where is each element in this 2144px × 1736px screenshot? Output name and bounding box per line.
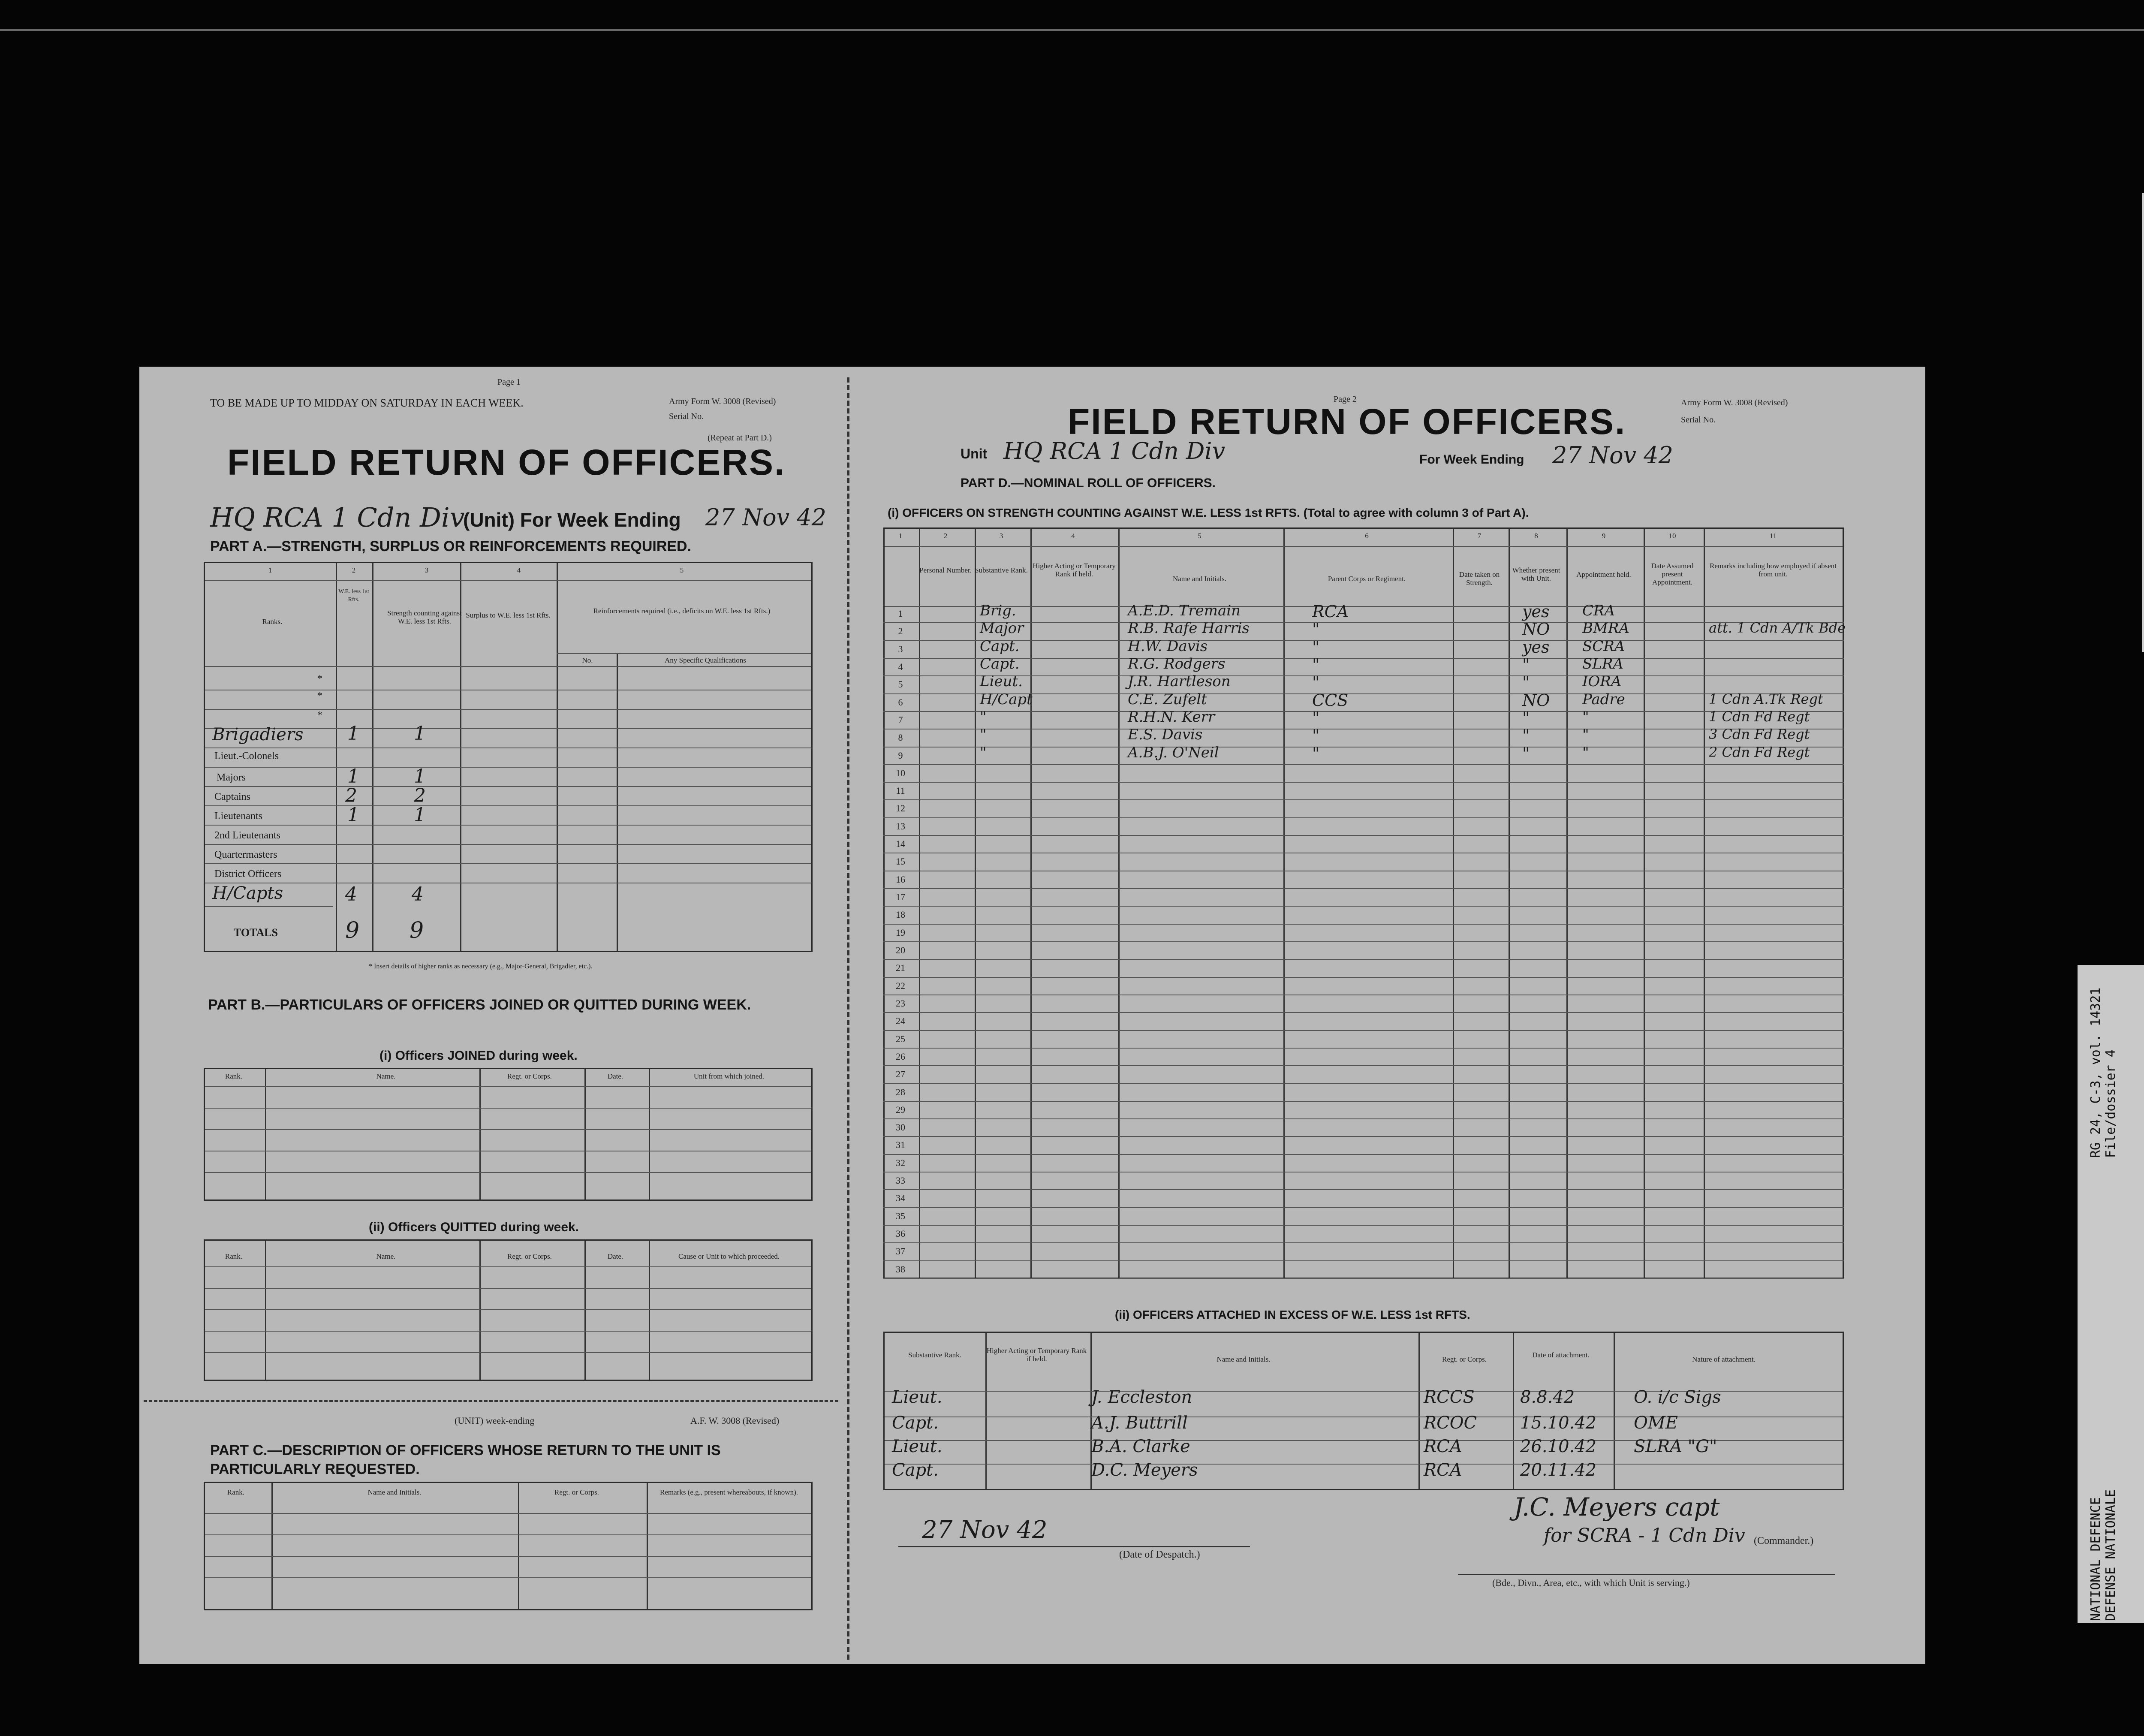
total-strength: 9 bbox=[410, 918, 424, 943]
roll-row-line bbox=[883, 835, 1844, 836]
roll-col-num-3: 3 bbox=[999, 532, 1003, 540]
part-a-subheader-no: No. bbox=[582, 656, 593, 664]
officer-corps: CCS bbox=[1312, 691, 1349, 710]
officer-corps: RCA bbox=[1312, 602, 1349, 621]
roll-row-number: 1 bbox=[898, 608, 903, 619]
roll-row-line bbox=[883, 764, 1844, 765]
attached-rank: Capt. bbox=[892, 1413, 939, 1433]
signature-line2: for SCRA - 1 Cdn Div bbox=[1544, 1525, 1745, 1546]
officer-appt: Padre bbox=[1582, 691, 1625, 708]
we-h-capts: 4 bbox=[345, 883, 357, 905]
roll-row-number: 29 bbox=[896, 1104, 905, 1115]
part-a-col-3: 3 bbox=[425, 566, 429, 574]
officer-appt: IORA bbox=[1582, 673, 1622, 690]
joined-col-corps: Regt. or Corps. bbox=[507, 1072, 552, 1080]
part-c-table bbox=[204, 1482, 813, 1610]
roll-col-num-8: 8 bbox=[1534, 532, 1538, 540]
roll-col-num-7: 7 bbox=[1477, 532, 1482, 540]
part-c-col-remarks: Remarks (e.g., present whereabouts, if known). bbox=[660, 1488, 798, 1496]
officer-rank: Major bbox=[980, 620, 1024, 637]
part-a-header-strength: Strength counting against W.E. less 1st Rfts. bbox=[387, 609, 462, 625]
roll-header-name: Name and Initials. bbox=[1172, 575, 1227, 583]
officer-present: yes bbox=[1522, 602, 1550, 621]
attached-rank: Lieut. bbox=[892, 1437, 943, 1456]
attached-corps: RCA bbox=[1424, 1460, 1462, 1480]
quitted-col-date: Date. bbox=[607, 1252, 623, 1260]
roll-row-line bbox=[883, 1118, 1844, 1119]
attached-date: 15.10.42 bbox=[1520, 1413, 1597, 1433]
part-b-heading: PART B.—PARTICULARS OF OFFICERS JOINED OR QUITTED DURING WEEK. bbox=[208, 997, 751, 1013]
roll-col-num-10: 10 bbox=[1668, 532, 1676, 540]
roll-row-line bbox=[883, 658, 1844, 659]
roll-col-num-6: 6 bbox=[1365, 532, 1369, 540]
we-captains: 2 bbox=[345, 785, 357, 807]
roll-row-number: 19 bbox=[896, 927, 905, 938]
roll-row-number: 2 bbox=[898, 626, 903, 636]
roll-row-line bbox=[883, 817, 1844, 818]
officer-appt: SCRA bbox=[1582, 638, 1625, 655]
roll-row-number: 5 bbox=[898, 679, 903, 690]
str-h-capts: 4 bbox=[412, 883, 424, 905]
attached-name: J. Eccleston bbox=[1091, 1387, 1192, 1407]
roll-row-line bbox=[883, 782, 1844, 783]
part-c-col-corps: Regt. or Corps. bbox=[554, 1488, 599, 1496]
roll-row-number: 10 bbox=[896, 768, 905, 778]
attached-nature: SLRA "G" bbox=[1634, 1437, 1717, 1456]
roll-header-higher-rank: Higher Acting or Temporary Rank if held. bbox=[1033, 562, 1116, 578]
we-majors: 1 bbox=[347, 766, 359, 787]
page1-unit-handwritten: HQ RCA 1 Cdn Div bbox=[210, 502, 465, 533]
officer-name: R.B. Rafe Harris bbox=[1128, 620, 1250, 637]
roll-col-num-2: 2 bbox=[943, 532, 948, 540]
roll-row-line bbox=[883, 711, 1844, 712]
attached-name: A.J. Buttrill bbox=[1091, 1413, 1188, 1433]
officer-corps: " bbox=[1312, 638, 1320, 657]
officer-remarks: 2 Cdn Fd Regt bbox=[1709, 744, 1810, 760]
roll-row-number: 15 bbox=[896, 856, 905, 867]
part-c-heading: PART C.—DESCRIPTION OF OFFICERS WHOSE RETURN TO THE UNIT IS PARTICULARLY REQUESTED. bbox=[210, 1442, 721, 1477]
page2-serial-no: Serial No. bbox=[1681, 415, 1716, 425]
officer-rank: " bbox=[980, 708, 987, 726]
we-brigadiers: 1 bbox=[347, 723, 359, 744]
roll-row-line bbox=[883, 799, 1844, 800]
rank-lieut-colonels: Lieut.-Colonels bbox=[214, 750, 279, 762]
part-a-header-we: W.E. less 1st Rfts. bbox=[338, 588, 369, 603]
part-a-col-1: 1 bbox=[268, 566, 272, 574]
officer-appt: " bbox=[1582, 726, 1589, 743]
page1-instruction: TO BE MADE UP TO MIDDAY ON SATURDAY IN EACH WEEK. bbox=[210, 397, 524, 409]
attached-col-corps: Regt. or Corps. bbox=[1442, 1355, 1487, 1363]
roll-row-line bbox=[883, 1083, 1844, 1084]
film-edge-line bbox=[0, 29, 2144, 31]
attached-col-name: Name and Initials. bbox=[1217, 1355, 1271, 1363]
officer-present: " bbox=[1522, 673, 1530, 692]
section-ii-heading: (ii) OFFICERS ATTACHED IN EXCESS OF W.E. LESS 1st RFTS. bbox=[1115, 1308, 1470, 1321]
page1-serial-no: Serial No. bbox=[669, 412, 704, 421]
roll-row-line bbox=[883, 1260, 1844, 1261]
joined-table bbox=[204, 1068, 813, 1201]
roll-row-line bbox=[883, 1278, 1844, 1279]
roll-row-line bbox=[883, 622, 1844, 623]
roll-row-number: 30 bbox=[896, 1122, 905, 1133]
officer-name: A.E.D. Tremain bbox=[1128, 602, 1241, 619]
attached-rank: Lieut. bbox=[892, 1387, 943, 1407]
attached-col-nature: Nature of attachment. bbox=[1692, 1355, 1756, 1363]
officer-present: NO bbox=[1522, 691, 1550, 710]
roll-row-line bbox=[883, 977, 1844, 978]
roll-row-line bbox=[883, 959, 1844, 960]
officer-corps: " bbox=[1312, 708, 1320, 727]
quitted-col-name: Name. bbox=[376, 1252, 396, 1260]
officer-name: C.E. Zufelt bbox=[1128, 691, 1207, 708]
total-we: 9 bbox=[345, 918, 360, 943]
officer-present: " bbox=[1522, 655, 1530, 674]
commander-label: (Commander.) bbox=[1754, 1535, 1814, 1546]
officer-appt: " bbox=[1582, 708, 1589, 726]
roll-row-number: 26 bbox=[896, 1051, 905, 1062]
roll-row-number: 23 bbox=[896, 998, 905, 1009]
roll-row-number: 35 bbox=[896, 1211, 905, 1221]
roll-row-line bbox=[883, 924, 1844, 925]
totals-label: TOTALS bbox=[234, 926, 278, 939]
roll-col-num-5: 5 bbox=[1198, 532, 1201, 540]
attached-name: B.A. Clarke bbox=[1091, 1437, 1190, 1456]
formation-label: (Bde., Divn., Area, etc., with which Unit is serving.) bbox=[1492, 1577, 1690, 1588]
we-lieutenants: 1 bbox=[347, 804, 359, 826]
roll-col-num-1: 1 bbox=[898, 532, 903, 540]
part-c-col-name: Name and Initials. bbox=[367, 1488, 422, 1496]
rank-star-3: * bbox=[317, 710, 322, 721]
rank-h-capts: H/Capts bbox=[212, 883, 283, 903]
joined-col-name: Name. bbox=[376, 1072, 396, 1080]
roll-row-number: 31 bbox=[896, 1139, 905, 1150]
officer-name: E.S. Davis bbox=[1128, 726, 1203, 743]
attached-date: 20.11.42 bbox=[1520, 1460, 1597, 1480]
roll-row-number: 18 bbox=[896, 909, 905, 920]
page2-label: Page 2 bbox=[1334, 395, 1357, 404]
roll-row-number: 25 bbox=[896, 1034, 905, 1044]
roll-row-number: 13 bbox=[896, 821, 905, 832]
quitted-table bbox=[204, 1239, 813, 1381]
rank-majors: Majors bbox=[217, 772, 246, 783]
part-d-section-i: (i) OFFICERS ON STRENGTH COUNTING AGAINST W.E. LESS 1st RFTS. (Total to agree with column 3 of Part A). bbox=[888, 506, 1529, 519]
roll-row-line bbox=[883, 1048, 1844, 1049]
rank-2nd-lieutenants: 2nd Lieutenants bbox=[214, 830, 280, 841]
part-a-subheader-qualifications: Any Specific Qualifications bbox=[665, 656, 746, 664]
part-a-col-2: 2 bbox=[352, 566, 356, 574]
roll-row-number: 17 bbox=[896, 892, 905, 902]
roll-header-personal: Personal Number. bbox=[919, 566, 972, 574]
roll-row-number: 12 bbox=[896, 803, 905, 814]
page2-week-label: For Week Ending bbox=[1419, 452, 1524, 467]
officer-remarks: 1 Cdn Fd Regt bbox=[1709, 708, 1810, 725]
page1-title: FIELD RETURN OF OFFICERS. bbox=[227, 442, 786, 482]
despatch-line bbox=[898, 1546, 1250, 1547]
officer-name: A.B.J. O'Neil bbox=[1128, 744, 1219, 761]
roll-row-line bbox=[883, 675, 1844, 676]
archive-file: File/dossier 4 bbox=[2103, 1049, 2118, 1158]
roll-col-num-9: 9 bbox=[1602, 532, 1606, 540]
roll-row-line bbox=[883, 1242, 1844, 1243]
rank-brigadiers: Brigadiers bbox=[212, 725, 304, 744]
officer-rank: Capt. bbox=[980, 655, 1020, 672]
quitted-col-corps: Regt. or Corps. bbox=[507, 1252, 552, 1260]
roll-row-line bbox=[883, 1030, 1844, 1031]
joined-col-rank: Rank. bbox=[225, 1072, 243, 1080]
officer-rank: Lieut. bbox=[980, 673, 1023, 690]
part-a-col-4: 4 bbox=[517, 566, 521, 574]
part-a-heading: PART A.—STRENGTH, SURPLUS OR REINFORCEMENTS REQUIRED. bbox=[210, 538, 692, 555]
page2-week-handwritten: 27 Nov 42 bbox=[1552, 442, 1674, 469]
attached-corps: RCCS bbox=[1424, 1387, 1475, 1407]
officer-present: NO bbox=[1522, 620, 1550, 639]
officer-corps: " bbox=[1312, 726, 1320, 745]
roll-header-date-taken: Date taken on Strength. bbox=[1459, 570, 1500, 587]
roll-row-number: 27 bbox=[896, 1069, 905, 1079]
rank-star-2: * bbox=[317, 690, 322, 702]
archive-dept-en: NATIONAL DEFENCE bbox=[2088, 1497, 2103, 1621]
attached-rank: Capt. bbox=[892, 1460, 939, 1480]
roll-header-appointment: Appointment held. bbox=[1576, 570, 1631, 579]
roll-row-line bbox=[883, 640, 1844, 641]
roll-row-line bbox=[883, 888, 1844, 889]
roll-row-number: 9 bbox=[898, 750, 903, 761]
roll-row-number: 36 bbox=[896, 1228, 905, 1239]
part-c-form-ref: A.F. W. 3008 (Revised) bbox=[690, 1415, 780, 1426]
joined-col-unit: Unit from which joined. bbox=[693, 1072, 765, 1080]
part-a-footnote: * Insert details of higher ranks as necessary (e.g., Major-General, Brigadier, etc.). bbox=[369, 963, 593, 970]
rank-quartermasters: Quartermasters bbox=[214, 849, 277, 860]
attached-corps: RCA bbox=[1424, 1437, 1462, 1456]
roll-header-date-assumed: Date Assumed present Appointment. bbox=[1651, 562, 1694, 586]
roll-col-num-4: 4 bbox=[1071, 532, 1075, 540]
tear-line bbox=[144, 1400, 838, 1402]
roll-row-line bbox=[883, 1207, 1844, 1208]
roll-row-number: 20 bbox=[896, 945, 905, 955]
roll-header-corps: Parent Corps or Regiment. bbox=[1328, 575, 1406, 583]
officer-name: J.R. Hartleson bbox=[1128, 673, 1231, 690]
page2-title: FIELD RETURN OF OFFICERS. bbox=[1068, 401, 1626, 442]
quitted-col-rank: Rank. bbox=[225, 1252, 243, 1260]
attached-date: 26.10.42 bbox=[1520, 1437, 1597, 1456]
roll-row-number: 28 bbox=[896, 1087, 905, 1097]
str-lieutenants: 1 bbox=[414, 804, 426, 826]
roll-header-rank: Substantive Rank. bbox=[975, 566, 1028, 574]
str-captains: 2 bbox=[414, 785, 426, 807]
attached-col-rank: Substantive Rank. bbox=[908, 1351, 961, 1359]
page1-army-form: Army Form W. 3008 (Revised) bbox=[669, 397, 776, 406]
officer-present: " bbox=[1522, 744, 1530, 763]
part-a-header-reinforcements: Reinforcements required (i.e., deficits on W.E. less 1st Rfts.) bbox=[593, 607, 771, 615]
officer-rank: " bbox=[980, 744, 987, 761]
roll-row-line bbox=[883, 1225, 1844, 1226]
officer-rank: Brig. bbox=[980, 602, 1016, 619]
roll-row-number: 33 bbox=[896, 1175, 905, 1186]
attached-corps: RCOC bbox=[1424, 1413, 1477, 1433]
roll-row-number: 32 bbox=[896, 1157, 905, 1168]
attached-nature: O. i/c Sigs bbox=[1634, 1387, 1721, 1407]
rank-district-officers: District Officers bbox=[214, 868, 282, 880]
page2-unit-handwritten: HQ RCA 1 Cdn Div bbox=[1003, 437, 1226, 464]
page1-week-ending: 27 Nov 42 bbox=[705, 504, 827, 531]
roll-row-number: 38 bbox=[896, 1264, 905, 1275]
despatch-label: (Date of Despatch.) bbox=[1119, 1549, 1200, 1560]
roll-row-number: 34 bbox=[896, 1193, 905, 1203]
archive-dept-fr: DEFENSE NATIONALE bbox=[2103, 1489, 2118, 1621]
page1-repeat-note: (Repeat at Part D.) bbox=[708, 433, 772, 443]
officer-rank: H/Capt bbox=[980, 691, 1033, 708]
roll-row-number: 4 bbox=[898, 661, 903, 672]
part-a-header-ranks: Ranks. bbox=[262, 618, 283, 626]
str-majors: 1 bbox=[414, 766, 426, 787]
archive-reference: RG 24, C-3, vol. 14321 bbox=[2088, 987, 2103, 1158]
roll-col-num-11: 11 bbox=[1769, 532, 1777, 540]
roll-row-number: 37 bbox=[896, 1246, 905, 1257]
roll-header-remarks: Remarks including how employed if absent from unit. bbox=[1709, 562, 1837, 578]
officer-rank: Capt. bbox=[980, 638, 1020, 655]
officer-name: R.G. Rodgers bbox=[1128, 655, 1226, 672]
officer-remarks: att. 1 Cdn A/Tk Bde bbox=[1709, 620, 1846, 636]
page2-unit-label: Unit bbox=[961, 446, 988, 461]
rank-lieutenants: Lieutenants bbox=[214, 811, 262, 822]
rank-captains: Captains bbox=[214, 791, 250, 802]
part-b-quitted-title: (ii) Officers QUITTED during week. bbox=[369, 1220, 579, 1234]
roll-row-line bbox=[883, 1065, 1844, 1066]
part-a-header-surplus: Surplus to W.E. less 1st Rfts. bbox=[466, 611, 551, 619]
roll-row-number: 8 bbox=[898, 732, 903, 743]
roll-header-present: Whether present with Unit. bbox=[1512, 566, 1560, 582]
officer-present: " bbox=[1522, 708, 1530, 727]
officer-name: R.H.N. Kerr bbox=[1128, 708, 1215, 726]
roll-row-number: 22 bbox=[896, 980, 905, 991]
page1-unit-label: (Unit) For Week Ending bbox=[463, 509, 681, 531]
joined-col-date: Date. bbox=[607, 1072, 623, 1080]
page2-army-form: Army Form W. 3008 (Revised) bbox=[1681, 398, 1788, 407]
formation-line bbox=[1458, 1574, 1835, 1575]
str-brigadiers: 1 bbox=[414, 723, 426, 744]
officer-present: yes bbox=[1522, 638, 1550, 657]
roll-row-number: 3 bbox=[898, 644, 903, 654]
roll-row-line bbox=[883, 1012, 1844, 1013]
roll-row-number: 16 bbox=[896, 874, 905, 885]
officer-appt: " bbox=[1582, 744, 1589, 761]
attached-name: D.C. Meyers bbox=[1091, 1460, 1198, 1480]
roll-row-number: 21 bbox=[896, 962, 905, 973]
attached-date: 8.8.42 bbox=[1520, 1387, 1575, 1407]
roll-row-line bbox=[883, 1189, 1844, 1190]
part-d-heading: PART D.—NOMINAL ROLL OF OFFICERS. bbox=[961, 476, 1216, 490]
despatch-date: 27 Nov 42 bbox=[922, 1516, 1048, 1544]
page1-label: Page 1 bbox=[497, 377, 521, 387]
roll-row-line bbox=[883, 1154, 1844, 1155]
quitted-col-cause: Cause or Unit to which proceeded. bbox=[678, 1252, 780, 1260]
officer-rank: " bbox=[980, 726, 987, 743]
attached-col-date: Date of attachment. bbox=[1532, 1351, 1590, 1359]
officer-remarks: 3 Cdn Fd Regt bbox=[1709, 726, 1810, 742]
officer-appt: CRA bbox=[1582, 602, 1615, 619]
officer-corps: " bbox=[1312, 620, 1320, 639]
part-a-col-5: 5 bbox=[680, 566, 684, 574]
roll-row-line bbox=[883, 906, 1844, 907]
officer-remarks: 1 Cdn A.Tk Regt bbox=[1709, 691, 1823, 707]
roll-row-number: 6 bbox=[898, 697, 903, 708]
attached-col-higher: Higher Acting or Temporary Rank if held. bbox=[986, 1347, 1087, 1363]
rank-star-1: * bbox=[317, 673, 322, 684]
roll-row-number: 7 bbox=[898, 714, 903, 725]
officer-corps: " bbox=[1312, 744, 1320, 763]
part-b-joined-title: (i) Officers JOINED during week. bbox=[379, 1049, 578, 1063]
roll-row-line bbox=[883, 1136, 1844, 1137]
roll-row-number: 24 bbox=[896, 1016, 905, 1026]
roll-row-line bbox=[883, 941, 1844, 942]
roll-row-number: 11 bbox=[896, 785, 905, 796]
attached-nature: OME bbox=[1634, 1413, 1678, 1433]
officer-corps: " bbox=[1312, 655, 1320, 674]
officer-appt: BMRA bbox=[1582, 620, 1629, 637]
part-c-unit-line: (UNIT) week-ending bbox=[455, 1415, 535, 1426]
officer-name: H.W. Davis bbox=[1128, 638, 1208, 655]
officer-appt: SLRA bbox=[1582, 655, 1624, 672]
signature: J.C. Meyers capt bbox=[1514, 1492, 1720, 1522]
officer-present: " bbox=[1522, 726, 1530, 745]
fold-line bbox=[847, 377, 849, 1660]
roll-row-line bbox=[883, 1101, 1844, 1102]
officer-corps: " bbox=[1312, 673, 1320, 692]
part-c-col-rank: Rank. bbox=[227, 1488, 245, 1496]
roll-row-number: 14 bbox=[896, 838, 905, 849]
